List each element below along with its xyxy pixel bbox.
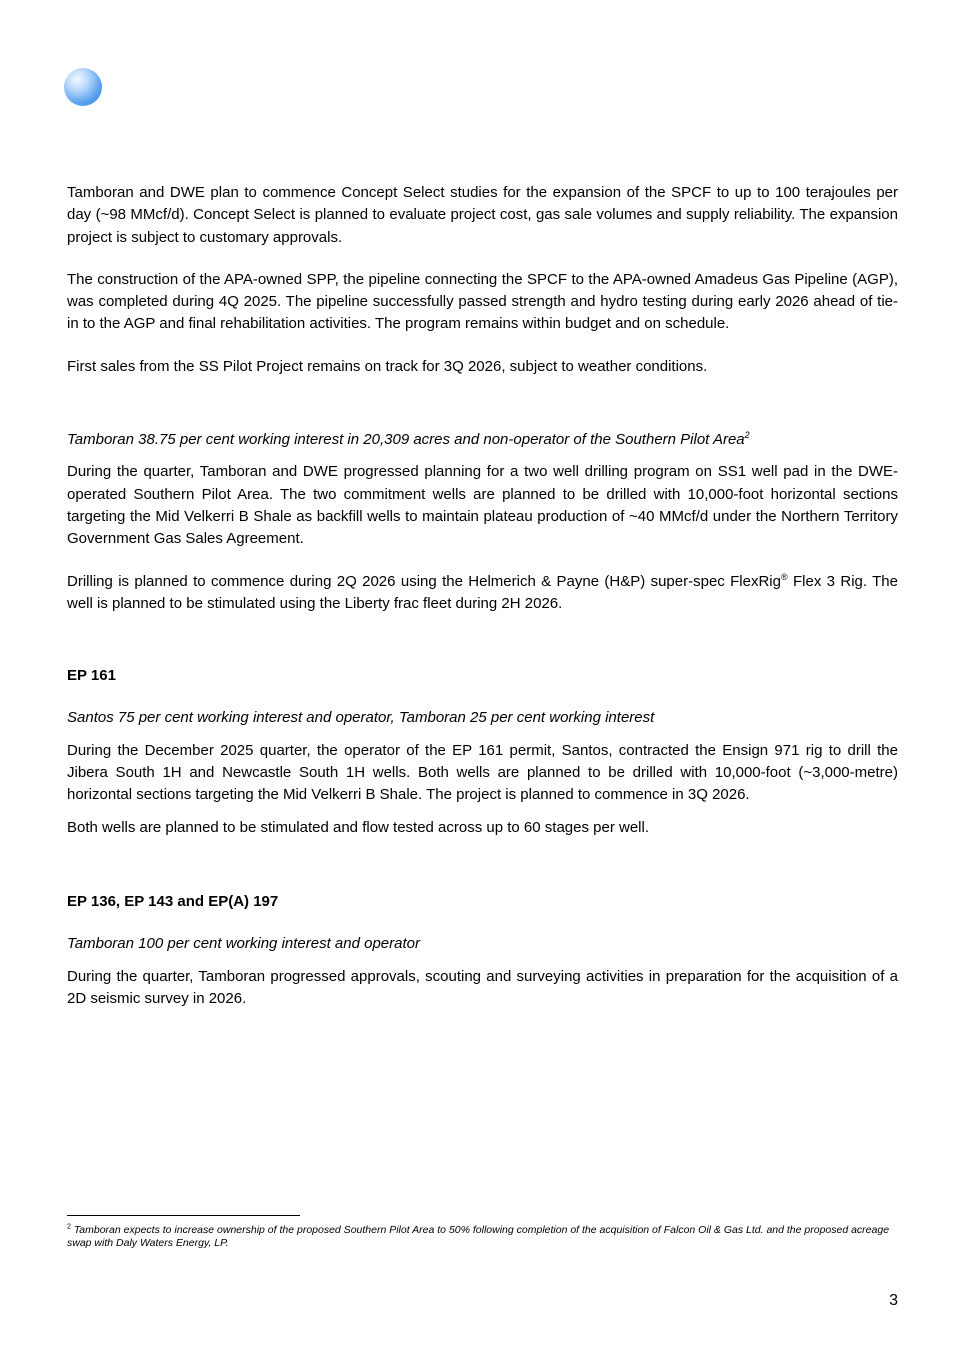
footnote-reference: 2 [744,430,750,441]
footnote-number: 2 [67,1223,71,1231]
southern-pilot-subtitle-text: Tamboran 38.75 per cent working interest in 20,309 acres and non-operator of the Southern Pilot Area [67,431,745,449]
paragraph-ep136-seismic: During the quarter, Tamboran progressed approvals, scouting and surveying activities in preparation for the acquisition of a 2D seismic survey in 2026. [67,967,898,1007]
footnote-text: Tamboran expects to increase ownership of the proposed Southern Pilot Area to 50% following completion of the acquisition of Falcon Oil & Gas Ltd. and the proposed acreage swap with Daly Waters Energy, LP. [67,1224,890,1249]
paragraph-ep161-stimulation: Both wells are planned to be stimulated and flow tested across up to 60 stages per well. [67,818,650,836]
paragraph-spp-construction: The construction of the APA-owned SPP, the pipeline connecting the SPCF to the APA-owned Amadeus Gas Pipeline (AGP), was completed during 4Q 2025. The pipeline successfully passed strength and hydro testing during early 2026 ahead of tie-in to the AGP and final rehabilitation activities. The program remains within budget and on schedule. [67,270,898,333]
drilling-text-part1: Drilling is planned to commence during 2Q 2026 using the Helmerich & Payne (H&P) super-spec FlexRig [67,572,781,590]
page-number: 3 [889,1292,898,1309]
paragraph-southern-pilot-planning: During the quarter, Tamboran and DWE progressed planning for a two well drilling program on SS1 well pad in the DWE-operated Southern Pilot Area. The two commitment wells are planned to be drilled with 10,000-foot horizontal sections targeting the Mid Velkerri B Shale as backfill wells to maintain plateau production of ~40 MMcf/d under the Northern Territory Government Gas Sales Agreement. [67,463,898,548]
paragraph-drilling-schedule [67,571,898,616]
footnote-divider [67,1215,300,1216]
registered-mark: ® [780,571,788,582]
paragraph-first-sales: First sales from the SS Pilot Project remains on track for 3Q 2026, subject to weather conditions. [67,357,708,375]
heading-ep161: EP 161 [67,667,116,685]
paragraph-concept-select: Tamboran and DWE plan to commence Concept Select studies for the expansion of the SPCF to up to 100 terajoules per day (~98 MMcf/d). Concept Select is planned to evaluate project cost, gas sale volumes and supply reliability. The expansion project is subject to customary approvals. [67,184,898,246]
footnote [67,1224,898,1250]
drilling-text-part2: Flex 3 Rig. The well is planned to be stimulated using the Liberty frac fleet during 2H 2026. [67,572,898,612]
ep136-subtitle: Tamboran 100 per cent working interest and operator [67,935,420,953]
heading-ep136: EP 136, EP 143 and EP(A) 197 [67,892,279,910]
southern-pilot-subtitle [67,429,898,451]
ep161-subtitle: Santos 75 per cent working interest and operator, Tamboran 25 per cent working interest [67,709,655,727]
paragraph-ep161-rig: During the December 2025 quarter, the operator of the EP 161 permit, Santos, contracted the Ensign 971 rig to drill the Jibera South 1H and Newcastle South 1H wells. Both wells are planned to be drilled with 10,000-foot (~3,000-metre) horizontal sections targeting the Mid Velkerri B Shale. The project is planned to commence in 3Q 2026. [67,741,898,804]
company-logo [64,68,102,106]
document-body [67,182,898,1010]
